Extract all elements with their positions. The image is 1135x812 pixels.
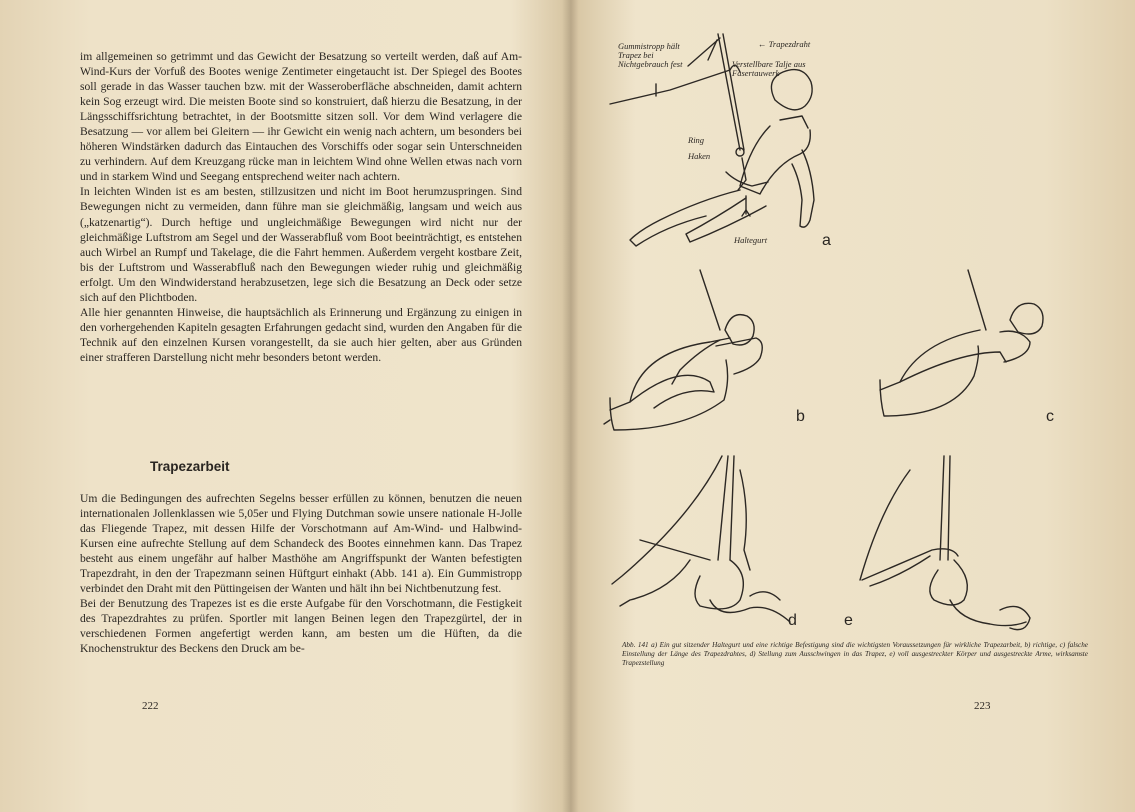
section-heading: Trapezarbeit: [150, 459, 230, 474]
label-talje: Verstellbare Talje aus Fasertauwerk: [732, 59, 806, 78]
label-gummistropp: Gummistropp hält Trapez bei Nichtgebrauch fest: [618, 41, 683, 69]
body-text-upper: [80, 49, 522, 365]
paragraph: Bei der Benutzung des Trapezes ist es die erste Aufgabe für den Vorschotmann, die Festigkeit des Trapezdrahtes zu prüfen. Sportler mit langen Beinen legen den Trapezgürtel, der in verschiedenen Formen angefertigt werden kann, am besten um die Hüften, da die Knochenstruktur des Beckens den Druck am be-: [80, 597, 522, 656]
paragraph: Alle hier genannten Hinweise, die hauptsächlich als Erinnerung und Ergänzung zu einigen in den vorhergehenden Kapiteln gesagten Erfahrungen gedacht sind, wurden den Angaben für die Technik auf den einzelnen Kursen vorangestellt, da sie auch hier gelten, aber aus Gründen einer strafferen Darstellung nicht mehr besonders betont werden.: [80, 305, 522, 364]
trapeze-illustration: [570, 0, 1135, 812]
page-number: 223: [974, 700, 991, 712]
paragraph: Um die Bedingungen des aufrechten Segelns besser erfüllen zu können, benutzen die neuen internationalen Jollenklassen wie 5,05er und Flying Dutchman sowie unsere nationale H-Jolle das Fliegende Trapez, mit dessen Hilfe der Vorschotmann auf Am-Wind- und Halbwind-Kursen eine aufrechte Stellung auf dem Schandeck des Bootes einnehmen kann. Das Trapez besteht aus einem ungefähr auf halber Masthöhe am Angriffspunkt der Wanten befestigten Trapezdraht, in den der Trapezmann seinen Hüftgurt einhakt (Abb. 141 a). Ein Gummistropp verbindet den Draht mit den Püttingeisen der Wanten und hält ihn bei Nichtbenutzung fest.: [80, 492, 522, 596]
label-haken: Haken: [688, 151, 711, 161]
label-trapezdraht-text: Trapezdraht: [768, 39, 811, 49]
label-ring: Ring: [688, 135, 705, 145]
label-haltegurt: Haltegurt: [734, 235, 768, 245]
label-trapezdraht: ← Trapezdraht: [758, 39, 811, 49]
panel-label-b: b: [796, 408, 805, 425]
panel-label-c: c: [1046, 408, 1054, 425]
left-page: [0, 0, 566, 812]
paragraph: In leichten Winden ist es am besten, stillzusitzen und nicht im Boot herumzuspringen. Sind Bewegungen nicht zu vermeiden, dann führe man sie gleichmäßig, langsam und weich aus („katzenartig“). Durch heftige und ungleichmäßige Bewegungen wird nicht nur der gleichmäßige Luftstrom am Segel und der Wasserabfluß vom Boot beeinträchtigt, es entstehen auch Wirbel an Rumpf und Takelage, die die Fahrt hemmen. Außerdem vergeht kostbare Zeit, bis der Luftstrom und Wasserabfluß nach den Bewegungen wieder ruhig und gleichmäßig erfolgt. Um den Windwiderstand herabzusetzen, lege sich die Besatzung an Deck oder setze sich auf den Plichtboden.: [80, 185, 522, 304]
figure-b-drawing: [604, 270, 762, 430]
figure-c-drawing: [880, 270, 1043, 416]
figure-d-drawing: [612, 456, 790, 622]
panel-label-d: d: [788, 612, 797, 629]
paragraph: im allgemeinen so getrimmt und das Gewicht der Besatzung so verteilt werden, daß auf Am-Wind-Kurs der Vorfuß des Bootes wenige Zentimeter eingetaucht ist. Der Spiegel des Bootes soll gerade in das Wasser tauchen bzw. mit der Wasseroberfläche abschneiden, damit achtern kein Sog erzeugt wird. Die meisten Boote sind so konstruiert, daß hierzu die Besatzung, in der Längsschiffsrichtung betrachtet, in der Bootsmitte sitzen soll. Vor dem Wind verlagere die Besatzung — vor allem bei Gleitern — ihr Gewicht ein wenig nach achtern, um besonders bei höheren Windstärken dadurch das Eintauchen des Vorschiffs oder sogar sein Unterschneiden zu verhindern. Auf dem Kreuzgang rücke man in leichtem Wind ohne Wellen etwas nach vorn und in starkem Wind und Seegang entsprechend weiter nach achtern.: [80, 50, 522, 184]
page-number: 222: [142, 700, 159, 712]
figure-e-drawing: [860, 456, 1030, 630]
figure-caption: Abb. 141 a) Ein gut sitzender Haltegurt und eine richtige Befestigung sind die wichtigsten Voraussetzungen für wirkliche Trapezarbeit, b) richtige, c) falsche Einstellung der Länge des Trapezdrahtes, d) Stellung zum Ausschwingen in das Trapez, e) voll ausgestreckter Körper und ausgestreckte Arme, wirksamste Trapezstellung: [622, 641, 1088, 668]
panel-label-e: e: [844, 612, 853, 629]
body-text-lower: [80, 491, 522, 657]
panel-label-a: a: [822, 232, 831, 249]
right-page: [570, 0, 1135, 812]
